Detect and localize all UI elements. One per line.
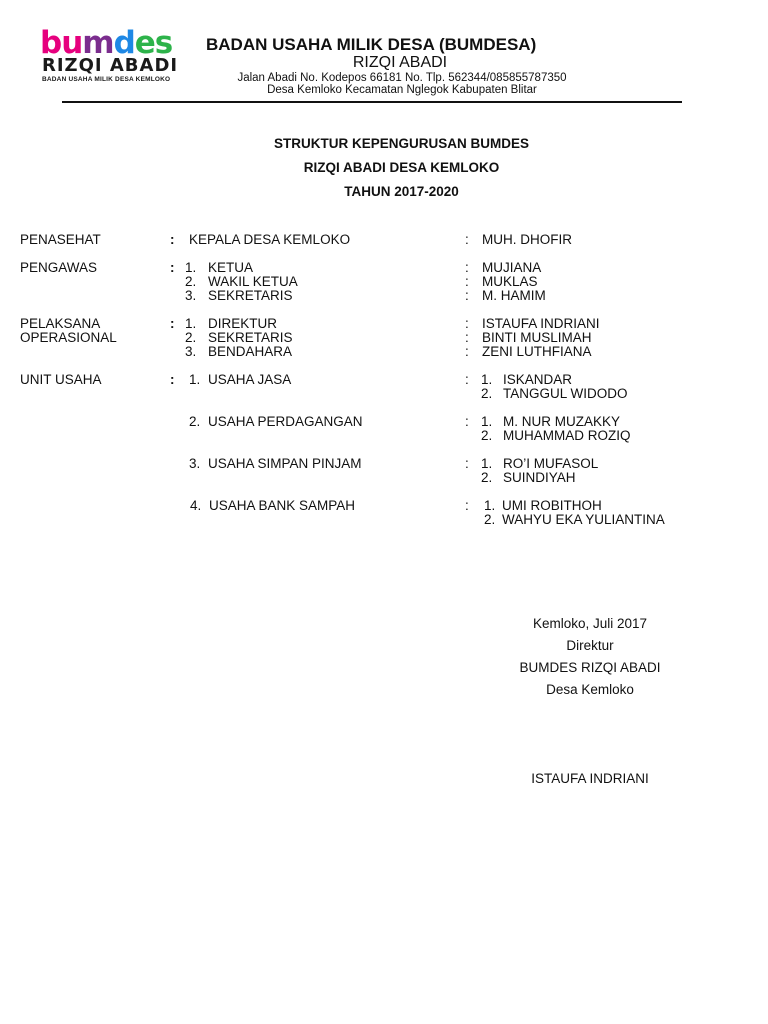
list-number: 3. [185,344,197,359]
position-pelaksana-1: DIREKTUR [208,316,278,331]
letterhead-divider [62,101,682,103]
list-number: 3. [189,456,201,471]
list-number: 3. [185,288,197,303]
position-pengawas-1: KETUA [208,260,254,275]
colon: : [170,260,175,275]
colon: : [465,414,469,429]
colon: : [465,372,469,387]
colon: : [170,372,175,387]
unit-2-member-1: M. NUR MUZAKKY [503,414,621,429]
colon: : [170,316,175,331]
name-pengawas-3: M. HAMIM [482,288,546,303]
address-line-2: Desa Kemloko Kecamatan Nglegok Kabupaten Blitar [267,84,537,96]
signature-signer-name: ISTAUFA INDRIANI [531,771,649,786]
position-pelaksana-3: BENDAHARA [208,344,293,359]
doc-title-line-1: STRUKTUR KEPENGURUSAN BUMDES [273,136,529,151]
colon: : [465,498,469,513]
org-name: RIZQI ABADI [352,54,448,71]
label-pelaksana: PELAKSANA [20,316,101,331]
list-number: 1. [481,456,493,471]
address-line-1: Jalan Abadi No. Kodepos 66181 No. Tlp. 562344/085855787350 [237,72,567,84]
name-pengawas-2: MUKLAS [482,274,538,289]
name-pengawas-1: MUJIANA [482,260,542,275]
list-number: 4. [190,498,202,513]
colon: : [465,288,469,303]
colon: : [170,232,175,247]
list-number: 1. [481,372,493,387]
colon: : [465,344,469,359]
list-number: 2. [185,274,197,289]
list-number: 2. [481,428,493,443]
unit-name-4: USAHA BANK SAMPAH [209,498,356,513]
colon: : [465,260,469,275]
colon: : [465,232,469,247]
list-number: 2. [484,512,496,527]
list-number: 2. [481,470,493,485]
colon: : [465,456,469,471]
position-pelaksana-2: SEKRETARIS [208,330,293,345]
signature-village: Desa Kemloko [546,682,634,697]
colon: : [465,274,469,289]
list-number: 1. [185,260,197,275]
list-number: 2. [481,386,493,401]
position-penasehat: KEPALA DESA KEMLOKO [189,232,351,247]
label-unit-usaha: UNIT USAHA [20,372,102,387]
colon: : [465,330,469,345]
unit-2-member-2: MUHAMMAD ROZIQ [503,428,631,443]
unit-1-member-1: ISKANDAR [503,372,573,387]
list-number: 1. [484,498,496,513]
org-title: BADAN USAHA MILIK DESA (BUMDESA) [206,35,537,54]
unit-4-member-1: UMI ROBITHOH [502,498,602,513]
signature-role: Direktur [566,638,614,653]
label-penasehat: PENASEHAT [20,232,101,247]
logo-name: RIZQI ABADI [42,55,179,76]
signature-place-date: Kemloko, Juli 2017 [532,616,648,631]
list-number: 1. [189,372,201,387]
doc-title-line-2: RIZQI ABADI DESA KEMLOKO [303,160,500,175]
name-pelaksana-3: ZENI LUTHFIANA [482,344,592,359]
name-pelaksana-2: BINTI MUSLIMAH [482,330,592,345]
unit-1-member-2: TANGGUL WIDODO [503,386,628,401]
unit-name-2: USAHA PERDAGANGAN [208,414,363,429]
doc-title-line-3: TAHUN 2017-2020 [344,184,459,199]
unit-4-member-2: WAHYU EKA YULIANTINA [502,512,665,527]
list-number: 1. [185,316,197,331]
unit-3-member-2: SUINDIYAH [503,470,576,485]
label-pengawas: PENGAWAS [20,260,98,275]
list-number: 2. [189,414,201,429]
label-operasional: OPERASIONAL [20,330,117,345]
logo-wordmark: bumdes [40,25,173,61]
colon: : [465,316,469,331]
name-pelaksana-1: ISTAUFA INDRIANI [482,316,600,331]
position-pengawas-2: WAKIL KETUA [208,274,298,289]
list-number: 2. [185,330,197,345]
position-pengawas-3: SEKRETARIS [208,288,293,303]
unit-3-member-1: RO’I MUFASOL [503,456,599,471]
unit-name-1: USAHA JASA [208,372,292,387]
name-penasehat: MUH. DHOFIR [482,232,572,247]
unit-name-3: USAHA SIMPAN PINJAM [208,456,362,471]
list-number: 1. [481,414,493,429]
logo-subtitle: BADAN USAHA MILIK DESA KEMLOKO [42,76,171,83]
signature-org: BUMDES RIZQI ABADI [519,660,661,675]
